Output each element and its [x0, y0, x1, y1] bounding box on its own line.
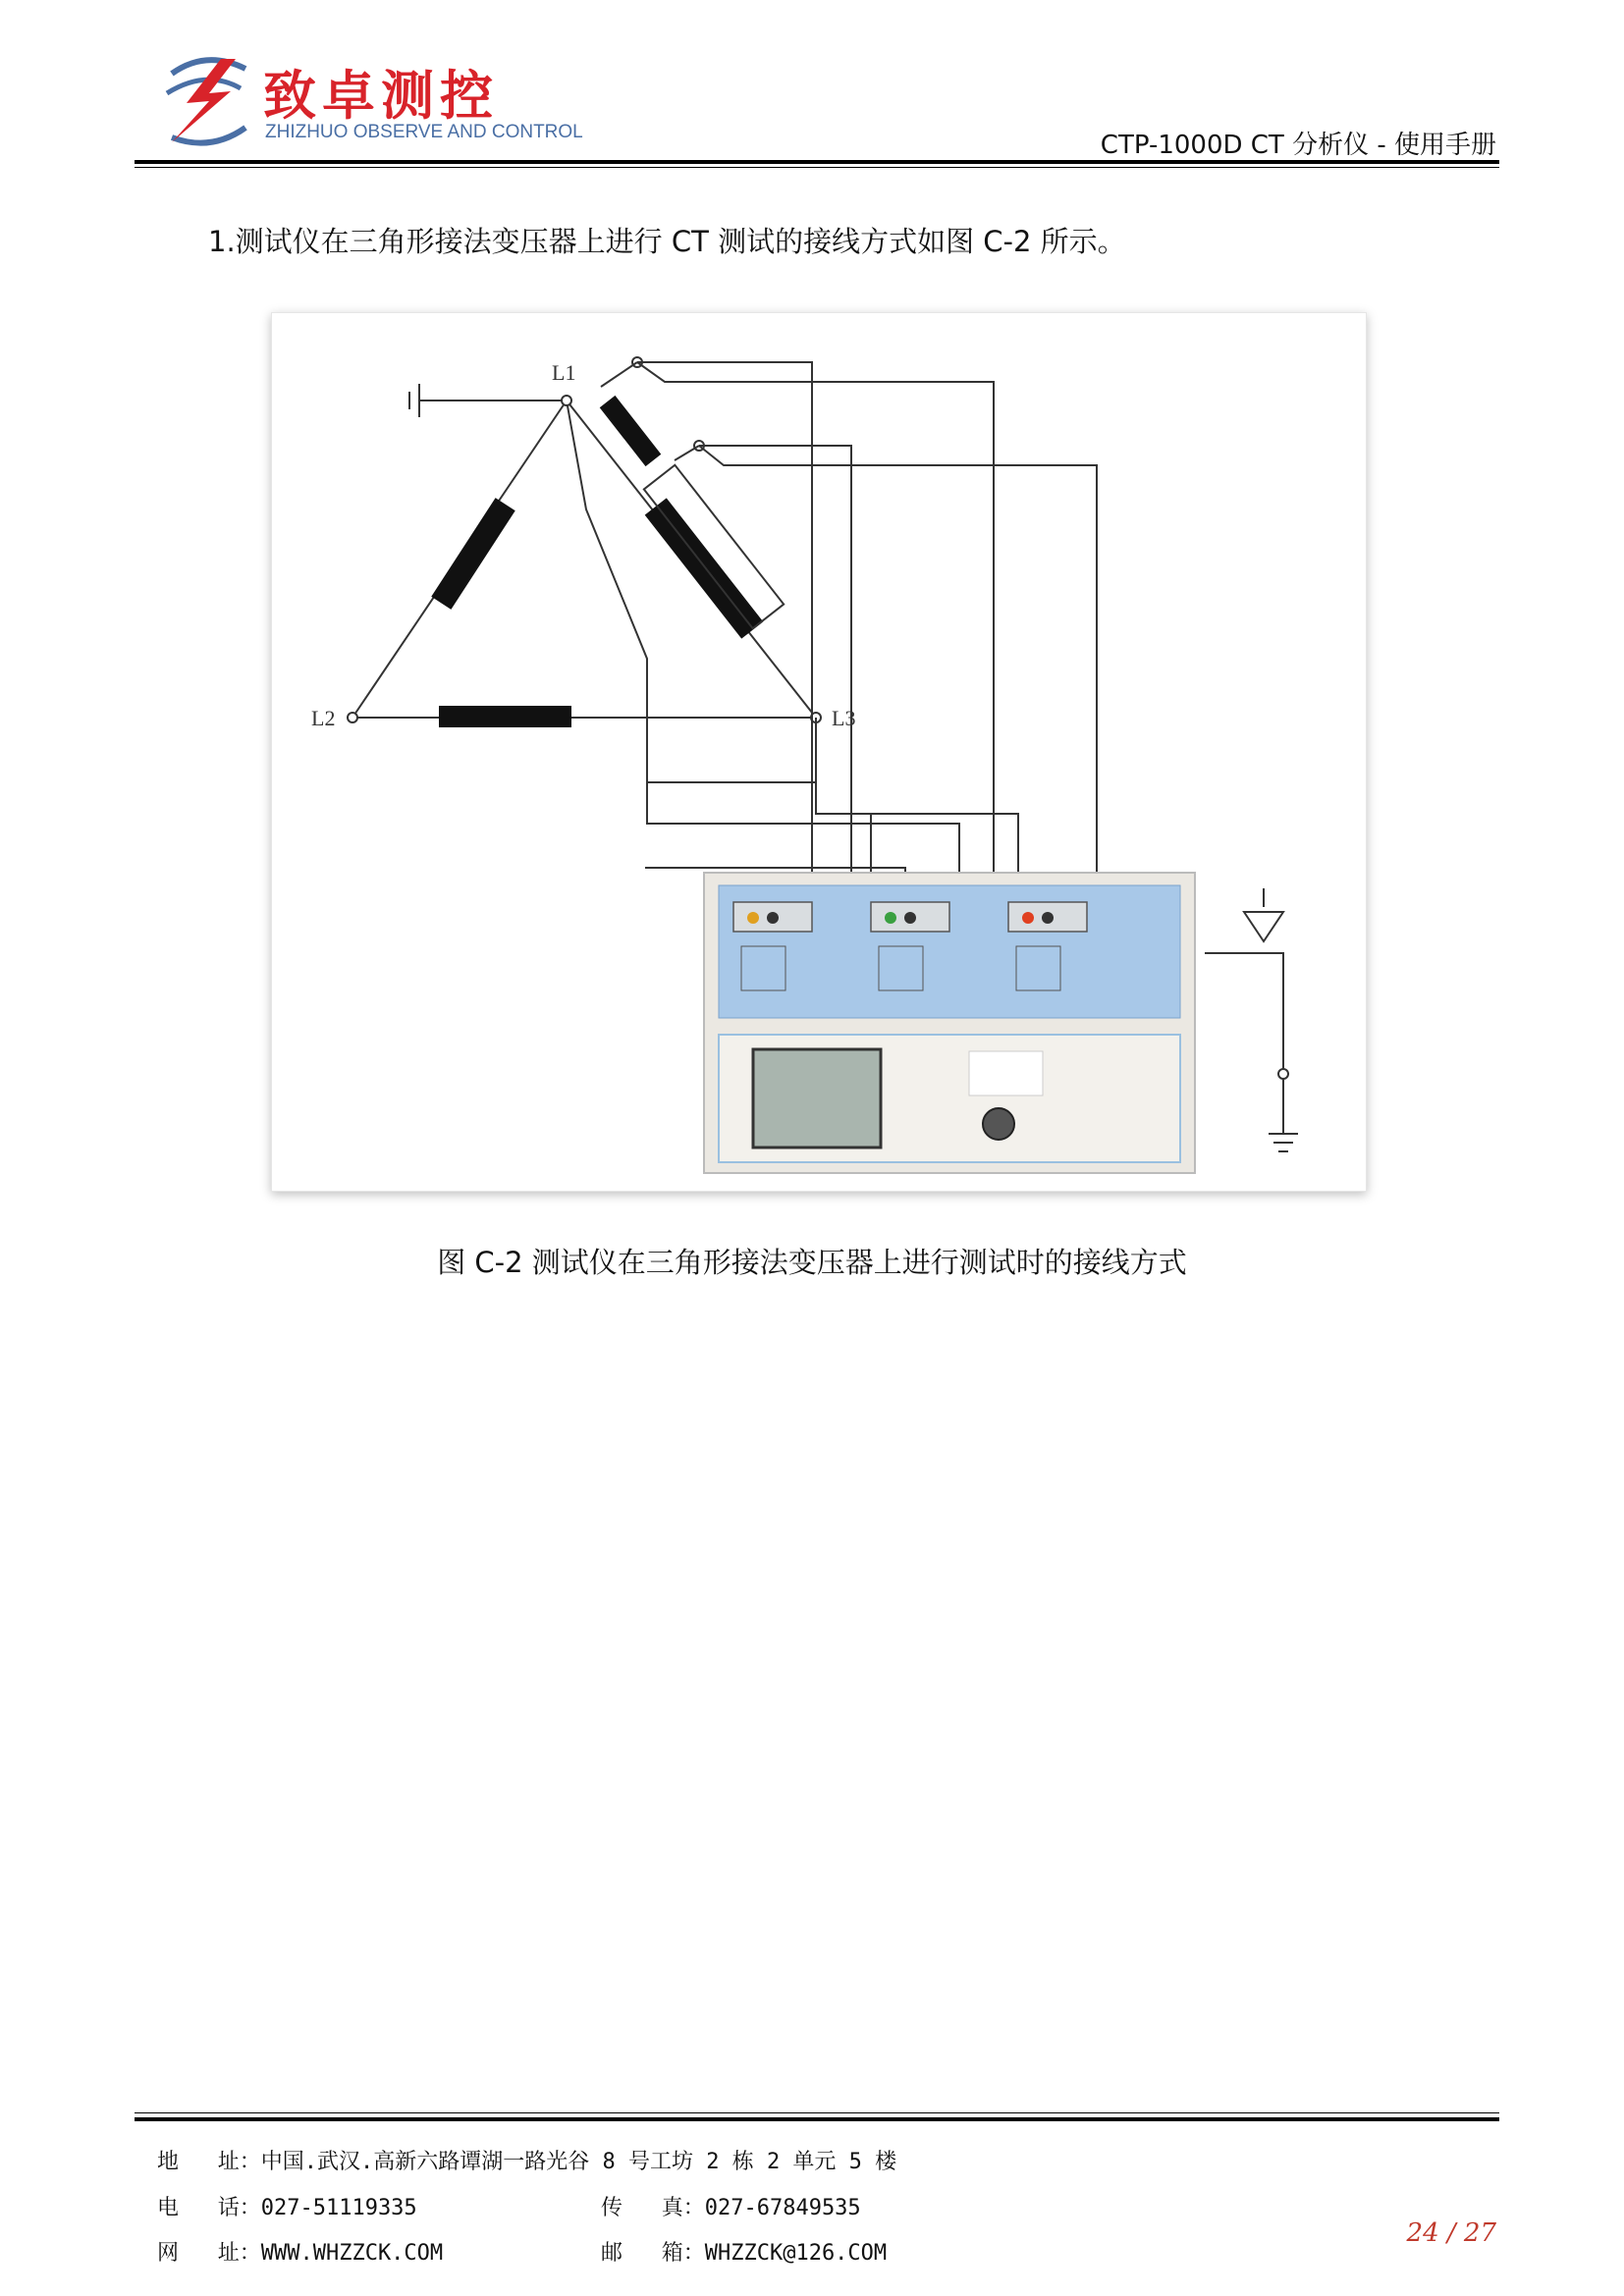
label-l3: L3	[832, 706, 856, 730]
label-l2: L2	[311, 706, 336, 730]
tester-knob	[983, 1108, 1014, 1140]
footer-web: 网 址：WWW.WHZZCK.COM	[157, 2241, 444, 2266]
tester-printer	[969, 1051, 1043, 1095]
footer-rule-thick	[135, 2117, 1499, 2121]
header-rule-thin	[135, 167, 1499, 168]
footer-rule-thin	[135, 2112, 1499, 2113]
footer-tel: 电 话：027-51119335	[157, 2196, 417, 2220]
footer-fax: 传 真：027-67849535	[601, 2196, 861, 2220]
label-l1: L1	[552, 360, 576, 385]
footer-address: 地 址：中国.武汉.高新六路谭湖一路光谷 8 号工坊 2 栋 2 单元 5 楼	[157, 2150, 897, 2174]
logo-chinese-name: 致卓测控	[263, 65, 499, 127]
winding-l1-l2	[431, 498, 514, 610]
footer-email: 邮 箱：WHZZCK@126.COM	[601, 2241, 888, 2266]
wiring-diagram-svg	[272, 313, 1366, 1191]
wiring-diagram	[271, 312, 1367, 1192]
winding-l2-l3	[439, 706, 571, 727]
body-paragraph: 1.测试仪在三角形接法变压器上进行 CT 测试的接线方式如图 C-2 所示。	[208, 225, 1126, 258]
tester-lcd-screen	[753, 1049, 881, 1148]
logo-english-name: ZHIZHUO OBSERVE AND CONTROL	[265, 122, 583, 142]
page-header	[0, 0, 1624, 177]
page-number: 24 / 27	[1406, 2218, 1496, 2248]
company-logo-icon	[152, 44, 260, 152]
figure-caption: 图 C-2 测试仪在三角形接法变压器上进行测试时的接线方式	[437, 1246, 1187, 1279]
document-title: CTP-1000D CT 分析仪 - 使用手册	[1100, 131, 1496, 160]
header-rule-thick	[135, 160, 1499, 164]
